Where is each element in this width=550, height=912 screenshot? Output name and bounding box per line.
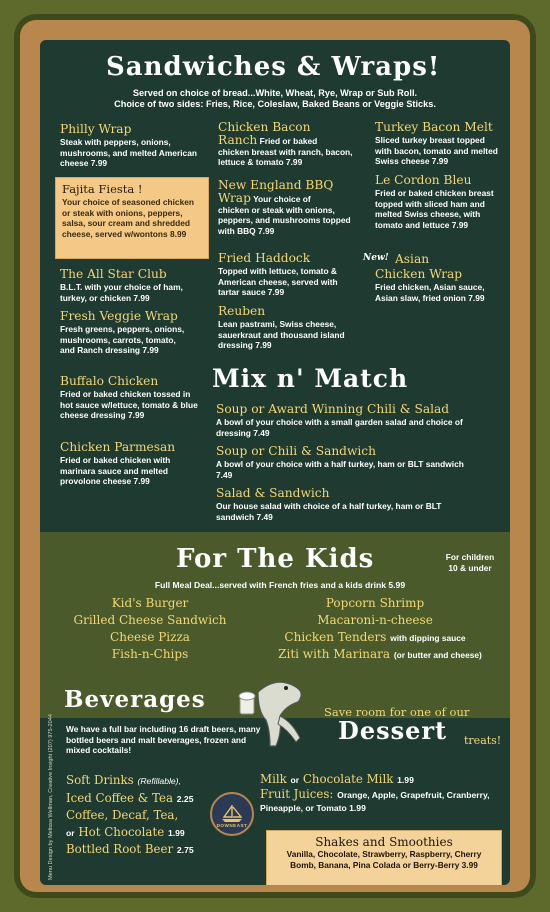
- bev-coffee: Coffee, Decaf, Tea,: [66, 808, 179, 822]
- menu-item-philly: Philly Wrap Steak with peppers, onions, mushrooms, and melted American cheese 7.99: [60, 122, 197, 169]
- menu-item-turkey-bacon: Turkey Bacon Melt Sliced turkey breast topped with bacon, tomato and melted Swiss cheese 7.99: [375, 120, 498, 167]
- bev-hot-chocolate: or Hot Chocolate 1.99: [66, 825, 185, 839]
- sandwiches-subtitle: Served on choice of bread...White, Wheat, Rye, Wrap or Sub Roll. Choice of two sides: Fries, Rice, Coleslaw, Baked Beans or Veggie Sticks.: [114, 88, 436, 109]
- dessert-title: Dessert: [338, 716, 448, 745]
- bev-root-beer: Bottled Root Beer 2.75: [66, 842, 194, 856]
- mix-item-3: Salad & Sandwich Our house salad with choice of a half turkey, ham or BLT sandwich 7.49: [216, 486, 442, 522]
- kids-item-3: Cheese Pizza: [110, 630, 190, 644]
- menu-item-bacon-ranch: Chicken Bacon Ranch Fried or baked chicken breast with ranch, bacon, lettuce & tomato 7.99: [218, 120, 353, 168]
- menu-board: [40, 40, 510, 885]
- kids-item-6: Macaroni-n-cheese: [317, 613, 433, 627]
- mix-item-1: Soup or Award Winning Chili & Salad A bowl of your choice with a small garden salad and choice of dressing 7.49: [216, 402, 463, 438]
- bev-milk: Milk or Chocolate Milk 1.99: [260, 772, 414, 786]
- menu-item-fajita: Fajita Fiesta ! Your choice of seasoned chicken or steak with onions, peppers, salsa, sour cream and shredded cheese, served w/wontons 8.99: [55, 177, 209, 259]
- menu-item-veggie: Fresh Veggie Wrap Fresh greens, peppers, onions, mushrooms, carrots, tomato, and Ranch dressing 7.99: [60, 309, 185, 356]
- bev-juice: Fruit Juices: Orange, Apple, Grapefruit, Cranberry, Pineapple, or Tomato 1.99: [260, 787, 490, 813]
- menu-item-allstar: The All Star Club B.L.T. with your choice of ham, turkey, or chicken 7.99: [60, 267, 183, 303]
- menu-item-cordon-bleu: Le Cordon Bleu Fried or baked chicken breast topped with sliced ham and melted Swiss cheese, with tomato and lettuce 7.99: [375, 173, 494, 230]
- kids-title: For The Kids: [176, 544, 375, 574]
- design-credit: Menu Design by Melissa Wellman, Creative Insight (207) 975-2044: [48, 714, 54, 880]
- bev-soft-drinks: Soft Drinks (Refillable),: [66, 773, 181, 787]
- kids-item-2: Grilled Cheese Sandwich: [73, 613, 227, 627]
- menu-item-bbq-wrap: New England BBQ Wrap Your choice of chicken or steak with onions, peppers, and mushrooms topped with BBQ 7.99: [218, 178, 351, 236]
- beverages-desc: We have a full bar including 16 draft beers, many bottled beers and malt beverages, frozen and mixed cocktails!: [66, 724, 261, 756]
- menu-item-asian-wrap: New! Asian Chicken Wrap Fried chicken, Asian sauce, Asian slaw, fried onion 7.99: [363, 252, 485, 303]
- new-badge: New!: [363, 253, 389, 263]
- sandwiches-title: Sandwiches & Wraps!: [106, 52, 441, 82]
- kids-item-7: Chicken Tenders with dipping sauce: [284, 630, 466, 644]
- dessert-post: treats!: [464, 734, 502, 747]
- kids-item-1: Kid's Burger: [111, 596, 189, 610]
- menu-item-haddock: Fried Haddock Topped with lettuce, tomato & American cheese, served with tartar sauce 7.99: [218, 251, 338, 298]
- menu-item-buffalo: Buffalo Chicken Fried or baked chicken tossed in hot sauce w/lettuce, tomato & blue cheese dressing 7.99: [60, 374, 198, 421]
- kids-deal: Full Meal Deal...served with French fries and a kids drink 5.99: [154, 580, 406, 590]
- downeast-logo: DOWNEAST: [210, 792, 254, 836]
- alligator-waiter-illustration: [236, 672, 316, 752]
- kids-item-4: Fish-n-Chips: [111, 647, 189, 661]
- menu-item-parmesan: Chicken Parmesan Fried or baked chicken with marinara sauce and melted provolone cheese 7.99: [60, 440, 176, 487]
- sailboat-icon: [219, 804, 245, 824]
- mix-item-2: Soup or Chili & Sandwich A bowl of your choice with a half turkey, ham or BLT sandwich 7.49: [216, 444, 464, 480]
- beverages-title: Beverages: [64, 686, 206, 713]
- bev-iced-coffee: Iced Coffee & Tea 2.25: [66, 791, 194, 805]
- kids-age-note: For children 10 & under: [445, 552, 495, 573]
- kids-item-8: Ziti with Marinara (or butter and cheese): [278, 647, 482, 661]
- dessert-pre: Save room for one of our: [324, 705, 470, 719]
- menu-item-reuben: Reuben Lean pastrami, Swiss cheese, sauerkraut and thousand island dressing 7.99: [218, 304, 345, 351]
- mix-match-title: Mix n' Match: [212, 364, 409, 393]
- kids-item-5: Popcorn Shrimp: [325, 596, 425, 610]
- shakes-box: Shakes and Smoothies Vanilla, Chocolate, Strawberry, Raspberry, Cherry Bomb, Banana, Pina Colada or Berry-Berry 3.99: [266, 830, 502, 885]
